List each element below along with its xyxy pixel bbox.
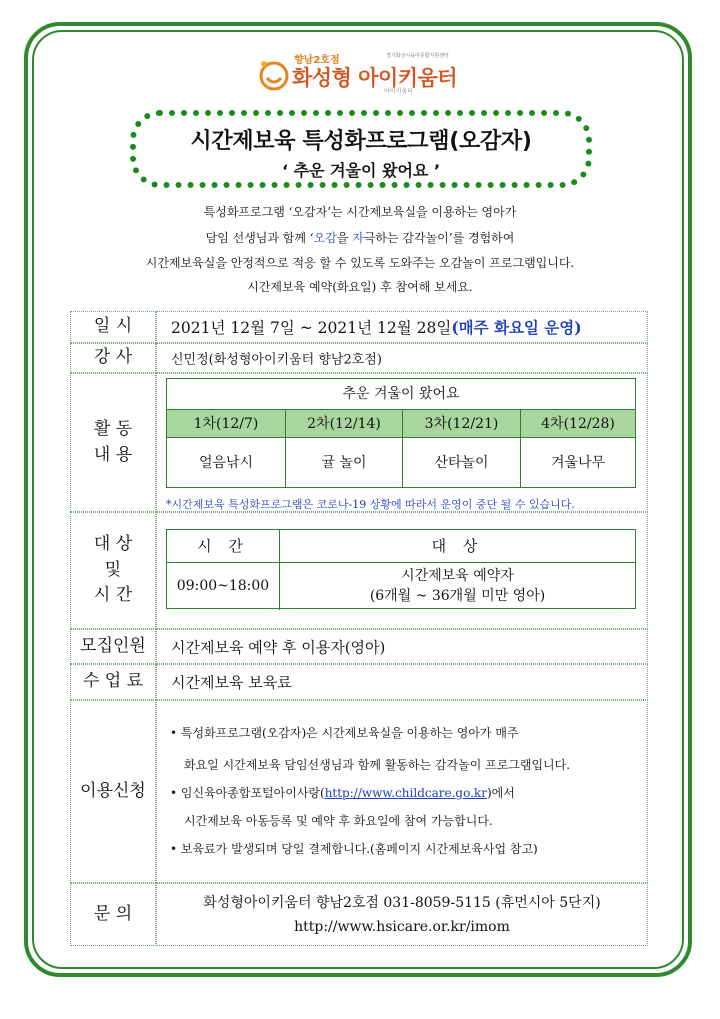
apply-label: 이용신청 [70, 700, 156, 883]
time-value: 09:00~18:00 [167, 562, 279, 610]
fee-value: 시간제보육 보육료 [156, 664, 648, 700]
date-label: 일 시 [70, 311, 156, 343]
session-2: 2차(12/14) [285, 409, 402, 437]
activity-item-3: 산타놀이 [402, 437, 520, 487]
logo-name: 화성형 아이키움터 [292, 66, 458, 90]
contact-line-1: 화성형아이키움터 향남2호점 031-8059-5115 (휴먼시아 5단지) [203, 895, 601, 911]
covid-note: *시간제보육 특성화프로그램은 코로나-19 상황에 따라서 운영이 중단 될 수 있습니다. [166, 498, 575, 511]
date-value: 2021년 12월 7일 ~ 2021년 12월 28일(매주 화요일 운영) [156, 311, 648, 343]
smile-logo-icon [258, 60, 290, 92]
contact-url[interactable]: http://www.hsicare.or.kr/imom [294, 919, 510, 935]
target-value: 시간제보육 예약자 (6개월 ~ 36개월 미만 영아) [279, 562, 635, 610]
page-subtitle: ‘ 추운 겨울이 왔어요 ’ [281, 161, 441, 180]
intro-line-1: 특성화프로그램 ‘오감자’는 시간제보육실을 이용하는 영아가 [203, 205, 517, 219]
target-header: 대 상 [279, 530, 635, 562]
session-3: 3차(12/21) [402, 409, 520, 437]
apply-line-3: • 임신육아종합포털아이사랑(http://www.childcare.go.kr)에서 [170, 786, 515, 800]
teacher-value: 신민정(화성형아이키움터 향남2호점) [156, 343, 648, 373]
session-1: 1차(12/7) [167, 409, 285, 437]
apply-line-1: • 특성화프로그램(오감자)은 시간제보육실을 이용하는 영아가 매주 [170, 726, 519, 740]
activity-label: 활 동 내 용 [70, 373, 156, 512]
intro-line-4: 시간제보육 예약(화요일) 후 참여해 보세요. [247, 280, 473, 294]
title-box [130, 110, 592, 188]
apply-line-2: 화요일 시간제보육 담임선생님과 함께 활동하는 감각놀이 프로그램입니다. [184, 758, 571, 772]
page-title: 시간제보육 특성화프로그램(오감자) [190, 129, 532, 154]
intro-line-3: 시간제보육실을 안정적으로 적응 할 수 있도록 도와주는 오감놀이 프로그램입니다. [145, 256, 575, 270]
target-table [166, 529, 636, 609]
fee-label: 수 업 료 [70, 664, 156, 700]
childcare-link[interactable]: http://www.childcare.go.kr [324, 786, 487, 800]
logo-org: 경기화성시육아종합지원센터 [386, 53, 449, 59]
recruit-value: 시간제보육 예약 후 이용자(영아) [156, 629, 648, 664]
target-label: 대 상 및 시 간 [70, 512, 156, 629]
recruit-label: 모집인원 [70, 629, 156, 664]
activity-table [166, 378, 636, 488]
contact-label: 문 의 [70, 883, 156, 946]
activity-item-4: 겨울나무 [520, 437, 635, 487]
apply-line-4: 시간제보육 아동등록 및 예약 후 화요일에 참여 가능합니다. [184, 814, 493, 828]
activity-item-2: 귤 놀이 [285, 437, 402, 487]
teacher-label: 강 사 [70, 343, 156, 373]
activity-header: 추운 겨울이 왔어요 [342, 386, 460, 402]
session-4: 4차(12/28) [520, 409, 635, 437]
logo-subtitle: 아이키움터 [384, 88, 413, 95]
logo-branch: 향남2호점 [294, 55, 340, 66]
apply-line-5: • 보육료가 발생되며 당일 결제합니다.(홈페이지 시간제보육사업 참고) [170, 842, 538, 856]
time-header: 시 간 [197, 537, 249, 555]
activity-item-1: 얼음낚시 [167, 437, 285, 487]
logo [258, 48, 488, 96]
intro-line-2: 담임 선생님과 함께 ‘오감을 자극하는 감각놀이’를 경험하여 [205, 231, 515, 245]
